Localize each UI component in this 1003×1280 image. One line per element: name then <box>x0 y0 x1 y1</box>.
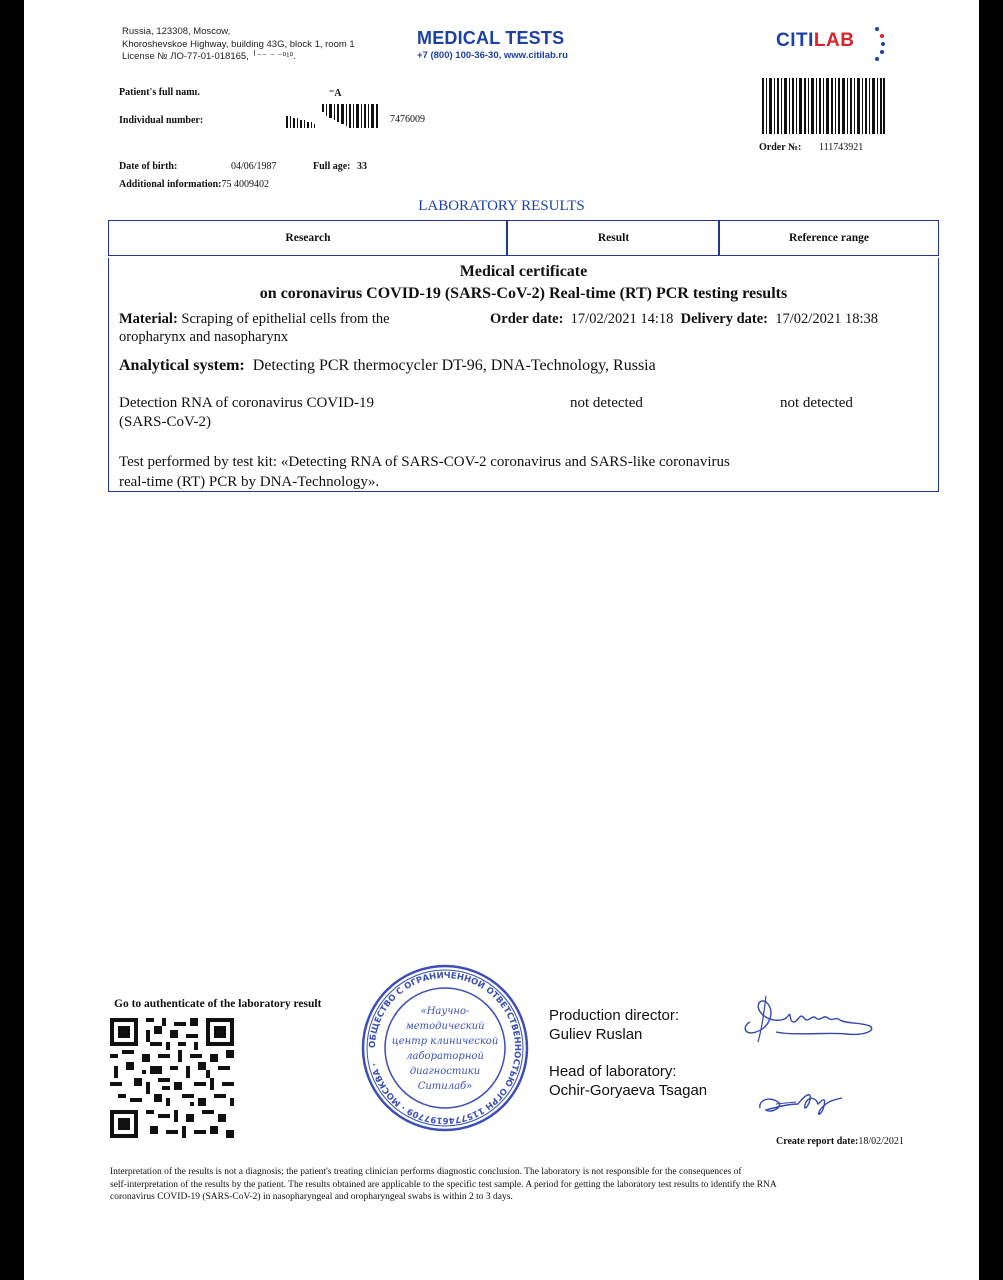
material-label: Material: <box>119 311 178 327</box>
dates-row <box>490 311 878 328</box>
logo-dots-icon <box>867 26 887 66</box>
age-label: Full age: <box>313 161 351 172</box>
seal-line: центр клинической <box>391 1036 499 1047</box>
additional-info <box>119 179 269 190</box>
order-date-label: Order date: <box>490 311 564 327</box>
director-block <box>549 1006 679 1044</box>
section-title: LABORATORY RESULTS <box>418 198 585 214</box>
col-research: Research <box>285 232 331 244</box>
age-value: 33 <box>357 161 367 172</box>
lab-seal-stamp-icon <box>361 964 529 1132</box>
test-kit-cont: real-time (RT) PCR by DNA-Technology». <box>119 474 380 490</box>
head-block <box>549 1062 707 1100</box>
create-value: 18/02/2021 <box>858 1136 904 1147</box>
delivery-date-label: Delivery date: <box>680 311 769 327</box>
delivery-date-value: 17/02/2021 18:38 <box>775 311 878 327</box>
logo-lab: LAB <box>813 30 855 51</box>
head-signature-icon <box>756 1082 848 1122</box>
col-result: Result <box>597 232 630 244</box>
order-barcode-icon <box>762 78 885 134</box>
dob-value: 04/06/1987 <box>231 161 277 172</box>
address-line: License № ЛО-77-01-018165, ╵⁻⁻ ⁻ ⁻⁰¹⁰. <box>122 51 296 62</box>
seal-outer-text: ОБЩЕСТВО С ОГРАНИЧЕННОЙ ОТВЕТСТВЕННОСТЬЮ ОГРН 1157746197709 · МОСКВА · <box>367 970 523 1126</box>
auth-label: Go to authenticate of the laboratory result <box>114 998 322 1010</box>
order-value: 111743921 <box>819 142 864 153</box>
address-line: Khoroshevskoe Highway, building 43G, block 1, room 1 <box>122 38 355 50</box>
qr-code-icon[interactable] <box>110 1018 234 1138</box>
director-signature-icon <box>736 992 878 1046</box>
seal-line: лабораторной <box>406 1051 484 1062</box>
analytical-value: Detecting PCR thermocycler DT-96, DNA-Technology, Russia <box>252 357 656 374</box>
address-line: Russia, 123308, Moscow, <box>122 26 231 37</box>
document-page <box>24 0 979 1280</box>
disclaimer-line: Interpretation of the results is not a diagnosis; the patient's treating clinician performs diagnostic conclusion. The laboratory is not responsible for the consequences of <box>110 1167 742 1177</box>
material-value-cont: oropharynx and nasopharynx <box>119 329 289 345</box>
director-name: Guliev Ruslan <box>549 1026 643 1043</box>
certificate-title: Medical certificate <box>459 263 588 280</box>
col-reference: Reference range <box>789 232 869 244</box>
brand-title: MEDICAL TESTS <box>417 28 565 48</box>
svg-text:ОБЩЕСТВО С ОГРАНИЧЕННОЙ ОТВЕТС <box>368 971 522 1125</box>
brand-contact: +7 (800) 100-36-30, www.citilab.ru <box>417 50 568 61</box>
additional-label: Additional information: <box>119 179 222 190</box>
order-date-value: 17/02/2021 14:18 <box>570 311 674 327</box>
test-name-cont: (SARS-CoV-2) <box>119 414 211 430</box>
partial-barcode-icon <box>286 102 384 130</box>
test-result: not detected <box>570 395 643 411</box>
full-name-value: ⁻A <box>329 88 342 99</box>
citilab-logo <box>776 30 854 52</box>
analytical-row <box>119 357 656 375</box>
disclaimer <box>110 1166 910 1204</box>
create-label: Create report date: <box>776 1136 859 1147</box>
material-row <box>119 311 390 328</box>
create-report-date <box>776 1136 904 1147</box>
analytical-label: Analytical system: <box>119 357 245 374</box>
seal-line: методический <box>405 1021 485 1032</box>
individual-number-value: 7476009 <box>390 114 425 125</box>
director-title: Production director: <box>549 1007 680 1024</box>
test-reference: not detected <box>780 395 853 411</box>
seal-line: диагностики <box>409 1066 481 1077</box>
brand-block <box>417 28 607 61</box>
dob-label: Date of birth: <box>119 161 178 172</box>
individual-number-label: Individual number: <box>119 115 204 126</box>
full-name-label: Patient's full namı. <box>119 87 200 98</box>
lab-address <box>122 26 355 64</box>
head-title: Head of laboratory: <box>549 1063 677 1080</box>
material-value: Scraping of epithelial cells from the <box>181 311 390 327</box>
redaction-mask <box>214 87 314 97</box>
additional-value: 75 4009402 <box>221 179 270 190</box>
test-kit: Test performed by test kit: «Detecting RNA of SARS-COV-2 coronavirus and SARS-like coronavirus <box>119 454 730 470</box>
disclaimer-line: coronavirus COVID-19 (SARS-CoV-2) in nasopharyngeal and oropharyngeal swabs is within 2 to 3 days. <box>110 1192 513 1202</box>
logo-citi: CITI <box>776 30 814 51</box>
results-table-header <box>108 220 939 256</box>
certificate-subtitle: on coronavirus COVID-19 (SARS-CoV-2) Real-time (RT) PCR testing results <box>259 285 788 302</box>
seal-line: Ситилаб» <box>417 1081 473 1092</box>
order-label: Order №: <box>759 142 802 153</box>
seal-line: «Научно- <box>420 1006 470 1017</box>
disclaimer-line: self-interpretation of the results by the patient. The results obtained are applicable to the specific test sample. A period for getting the laboratory test results to identify the RNA <box>110 1179 777 1190</box>
test-name: Detection RNA of coronavirus COVID-19 <box>119 395 374 411</box>
head-name: Ochir-Goryaeva Tsagan <box>549 1082 708 1099</box>
